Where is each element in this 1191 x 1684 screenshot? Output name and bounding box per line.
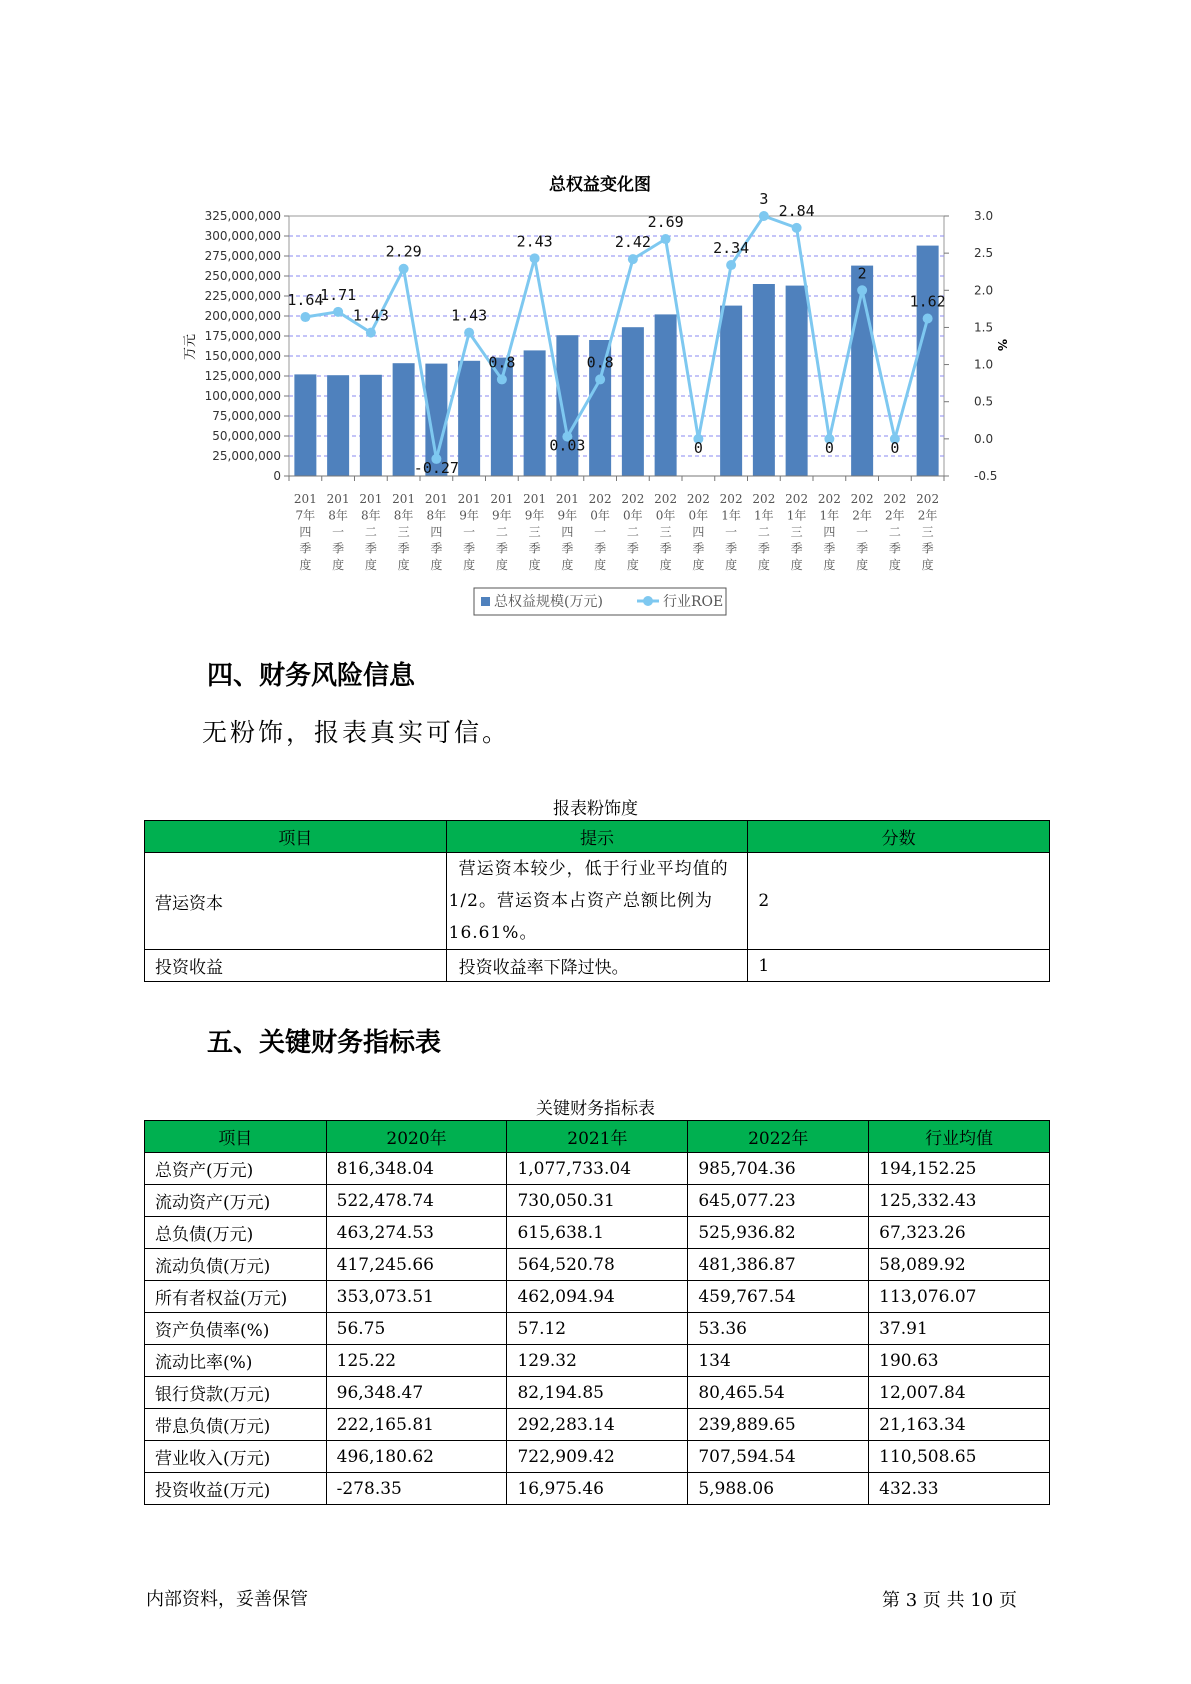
footer-page-number: 第 3 页 共 10 页	[882, 1590, 1017, 1611]
x-tick-label: 2年	[917, 508, 938, 523]
value-cell: 816,348.04	[326, 1153, 507, 1185]
x-tick-label: 8年	[426, 508, 447, 523]
roe-data-label: 2.69	[647, 213, 684, 232]
y-tick-label: 250,000,000	[204, 269, 281, 283]
x-tick-label: 202	[654, 492, 678, 506]
roe-data-label: 0.8	[586, 353, 614, 372]
value-cell: 432.33	[869, 1473, 1050, 1505]
x-tick-label: 季	[823, 541, 836, 556]
x-tick-label: 季	[692, 541, 705, 556]
item-cell: 带息负债(万元)	[145, 1409, 327, 1441]
y-tick-label: 225,000,000	[204, 289, 281, 303]
table-header-row	[145, 821, 1050, 853]
value-cell: 353,073.51	[326, 1281, 507, 1313]
x-tick-label: 四	[430, 525, 443, 539]
x-tick-label: 201	[424, 492, 448, 506]
value-cell: 57.12	[507, 1313, 688, 1345]
header-cell: 2020年	[326, 1121, 507, 1153]
equity-bar	[622, 327, 644, 476]
x-tick-label: 度	[725, 558, 738, 572]
hint-cell: 投资收益率下降过快。	[446, 950, 748, 982]
y-tick-label: 0	[273, 469, 281, 483]
value-cell: 125.22	[326, 1345, 507, 1377]
value-cell: 21,163.34	[869, 1409, 1050, 1441]
roe-data-label: 0.03	[549, 436, 586, 455]
x-tick-label: 度	[463, 558, 476, 572]
value-cell: 417,245.66	[326, 1249, 507, 1281]
x-tick-label: 季	[790, 541, 803, 556]
x-tick-label: 9年	[557, 508, 578, 523]
risk-table-caption: 报表粉饰度	[553, 799, 638, 819]
x-tick-label: 度	[364, 558, 377, 572]
value-cell: 722,909.42	[507, 1441, 688, 1473]
y-tick-label: 275,000,000	[204, 249, 281, 263]
x-tick-label: 一	[463, 525, 476, 539]
value-cell: 110,508.65	[869, 1441, 1050, 1473]
x-tick-label: 201	[523, 492, 547, 506]
value-cell: 1,077,733.04	[507, 1153, 688, 1185]
x-tick-label: 二	[626, 525, 639, 539]
header-cell: 行业均值	[869, 1121, 1050, 1153]
score-cell: 1	[748, 950, 1050, 982]
x-tick-label: 9年	[524, 508, 545, 523]
y2-tick-label: 3.0	[974, 209, 994, 223]
table-row	[145, 1441, 1050, 1473]
roe-data-label: 0.8	[488, 353, 516, 372]
value-cell: 459,767.54	[688, 1281, 869, 1313]
roe-data-label: 2.42	[614, 233, 651, 252]
x-tick-label: 三	[528, 525, 541, 539]
x-tick-label: 度	[790, 558, 803, 572]
item-cell: 所有者权益(万元)	[145, 1281, 327, 1313]
roe-point	[628, 254, 638, 264]
x-tick-label: 季	[397, 541, 410, 556]
x-tick-label: 202	[719, 492, 743, 506]
value-cell: 707,594.54	[688, 1441, 869, 1473]
roe-point	[497, 374, 507, 384]
x-tick-label: 201	[293, 492, 317, 506]
x-tick-label: 度	[659, 558, 672, 572]
x-tick-label: 202	[916, 492, 940, 506]
value-cell: 16,975.46	[507, 1473, 688, 1505]
roe-data-label: 3	[759, 190, 769, 208]
roe-data-label: 2.29	[385, 242, 422, 261]
equity-bar	[753, 284, 775, 476]
table-row	[145, 1217, 1050, 1249]
x-tick-label: 201	[555, 492, 579, 506]
roe-point	[300, 312, 310, 322]
x-tick-label: 二	[495, 525, 508, 539]
x-tick-label: 度	[430, 558, 443, 572]
value-cell: 985,704.36	[688, 1153, 869, 1185]
x-tick-label: 7年	[295, 508, 316, 523]
chart-title: 总权益变化图	[549, 175, 651, 195]
value-cell: 56.75	[326, 1313, 507, 1345]
value-cell: 730,050.31	[507, 1185, 688, 1217]
section4-heading: 四、财务风险信息	[207, 661, 416, 691]
x-tick-label: 一	[332, 525, 345, 539]
item-cell: 总资产(万元)	[145, 1153, 327, 1185]
roe-data-label: 1.62	[909, 292, 946, 311]
roe-data-label: 0	[890, 438, 900, 457]
value-cell: 12,007.84	[869, 1377, 1050, 1409]
x-tick-label: 9年	[459, 508, 479, 523]
table-header-row	[145, 1121, 1050, 1153]
x-tick-label: 8年	[393, 508, 414, 523]
x-tick-label: 季	[463, 541, 476, 556]
x-tick-label: 度	[528, 558, 541, 572]
y-tick-label: 100,000,000	[204, 389, 281, 403]
x-tick-label: 一	[725, 525, 738, 539]
roe-point	[595, 374, 605, 384]
header-cell: 2021年	[507, 1121, 688, 1153]
roe-data-label: 2.84	[778, 201, 815, 220]
item-cell: 营业收入(万元)	[145, 1441, 327, 1473]
legend-line-marker	[643, 596, 653, 606]
y2-tick-label: 1.0	[974, 357, 994, 372]
y2-tick-label: 1.5	[974, 320, 994, 335]
x-tick-label: 1年	[754, 508, 774, 523]
x-tick-label: 二	[364, 525, 377, 539]
x-tick-label: 201	[490, 492, 514, 506]
value-cell: 58,089.92	[869, 1249, 1050, 1281]
value-cell: 222,165.81	[326, 1409, 507, 1441]
table-row	[145, 1281, 1050, 1313]
roe-data-label: 1.43	[352, 306, 389, 325]
table-row	[145, 950, 1050, 982]
x-tick-label: 季	[594, 541, 607, 556]
roe-point	[399, 264, 409, 274]
value-cell: 462,094.94	[507, 1281, 688, 1313]
equity-bar	[556, 335, 578, 476]
x-axis-labels	[289, 476, 944, 572]
x-tick-label: 0年	[688, 508, 709, 523]
x-tick-label: 度	[594, 558, 607, 572]
table-row	[145, 1249, 1050, 1281]
y2-tick-label: 2.5	[974, 246, 994, 261]
equity-bar	[917, 246, 939, 476]
item-cell: 资产负债率(%)	[145, 1313, 327, 1345]
x-tick-label: 0年	[590, 508, 610, 523]
roe-data-label: 2.43	[516, 232, 553, 251]
y2-tick-label: 0.0	[974, 431, 994, 446]
x-tick-label: 度	[626, 558, 639, 572]
item-cell: 银行贷款(万元)	[145, 1377, 327, 1409]
item-cell: 流动比率(%)	[145, 1345, 327, 1377]
x-tick-label: 8年	[328, 508, 348, 523]
equity-bar	[524, 350, 546, 476]
x-tick-label: 季	[495, 541, 508, 556]
item-cell: 流动负债(万元)	[145, 1249, 327, 1281]
y-tick-label: 325,000,000	[204, 209, 281, 223]
legend-bar-swatch	[481, 597, 490, 606]
y-tick-label: 75,000,000	[212, 409, 281, 423]
header-cell: 分数	[748, 821, 1050, 853]
equity-chart	[0, 0, 1191, 640]
x-tick-label: 季	[332, 541, 345, 556]
x-tick-label: 201	[457, 492, 481, 506]
x-tick-label: 202	[686, 492, 710, 506]
x-tick-label: 2年	[852, 508, 872, 523]
y-axis-ticks	[205, 209, 289, 483]
equity-bar	[393, 363, 415, 476]
item-cell: 投资收益	[145, 950, 447, 982]
value-cell: 80,465.54	[688, 1377, 869, 1409]
value-cell: 53.36	[688, 1313, 869, 1345]
x-tick-label: 201	[326, 492, 350, 506]
x-tick-label: 度	[332, 558, 345, 572]
x-tick-label: 季	[561, 541, 574, 556]
y-tick-label: 125,000,000	[204, 369, 281, 383]
equity-bar	[458, 361, 480, 476]
value-cell: 525,936.82	[688, 1217, 869, 1249]
section4-text: 无粉饰，报表真实可信。	[202, 718, 511, 747]
value-cell: 190.63	[869, 1345, 1050, 1377]
x-tick-label: 三	[659, 525, 672, 539]
x-tick-label: 四	[823, 525, 836, 539]
equity-bar	[720, 306, 742, 476]
x-tick-label: 四	[561, 525, 574, 539]
value-cell: 129.32	[507, 1345, 688, 1377]
x-tick-label: 季	[626, 541, 639, 556]
roe-point	[792, 223, 802, 233]
roe-data-label: 1.43	[451, 306, 488, 325]
x-tick-label: 1年	[819, 508, 840, 523]
x-tick-label: 二	[888, 525, 901, 539]
score-cell: 2	[748, 853, 1050, 950]
x-tick-label: 季	[364, 541, 377, 556]
value-cell: 292,283.14	[507, 1409, 688, 1441]
x-tick-label: 201	[359, 492, 383, 506]
roe-data-label: 2.34	[713, 239, 750, 258]
x-tick-label: 2年	[885, 508, 905, 523]
value-cell: 96,348.47	[326, 1377, 507, 1409]
risk-table	[144, 820, 1050, 982]
x-tick-label: 二	[757, 525, 770, 539]
value-cell: 496,180.62	[326, 1441, 507, 1473]
value-cell: 37.91	[869, 1313, 1050, 1345]
y-tick-label: 50,000,000	[212, 429, 281, 443]
x-tick-label: 一	[856, 525, 869, 539]
value-cell: 194,152.25	[869, 1153, 1050, 1185]
roe-point	[464, 328, 474, 338]
x-tick-label: 8年	[361, 508, 381, 523]
equity-bar	[327, 375, 349, 476]
table-row	[145, 1345, 1050, 1377]
x-tick-label: 度	[397, 558, 410, 572]
item-cell: 总负债(万元)	[145, 1217, 327, 1249]
y2-tick-label: 0.5	[974, 394, 994, 409]
x-tick-label: 202	[785, 492, 809, 506]
x-tick-label: 季	[888, 541, 901, 556]
y-tick-label: 200,000,000	[204, 309, 281, 323]
y-axis-label: 万元	[183, 333, 198, 361]
item-cell: 投资收益(万元)	[145, 1473, 327, 1505]
x-tick-label: 202	[817, 492, 841, 506]
value-cell: 67,323.26	[869, 1217, 1050, 1249]
x-tick-label: 202	[588, 492, 612, 506]
x-tick-label: 季	[528, 541, 541, 556]
equity-bar	[655, 314, 677, 476]
table-row	[145, 1409, 1050, 1441]
x-tick-label: 度	[921, 558, 934, 572]
value-cell: 113,076.07	[869, 1281, 1050, 1313]
value-cell: -278.35	[326, 1473, 507, 1505]
roe-point	[530, 253, 540, 263]
roe-point	[857, 285, 867, 295]
footer-confidential: 内部资料，妥善保管	[146, 1589, 308, 1610]
x-tick-label: 202	[621, 492, 645, 506]
legend-bar-label: 总权益规模(万元)	[494, 594, 603, 610]
value-cell: 564,520.78	[507, 1249, 688, 1281]
legend	[474, 588, 726, 615]
y2-axis-ticks	[944, 209, 997, 483]
x-tick-label: 度	[757, 558, 770, 572]
roe-data-label: 1.71	[320, 285, 357, 304]
y2-tick-label: -0.5	[974, 469, 998, 483]
item-cell: 营运资本	[145, 853, 447, 950]
value-cell: 134	[688, 1345, 869, 1377]
indicator-table	[144, 1120, 1050, 1505]
roe-data-label: 1.64	[287, 291, 324, 310]
x-tick-label: 度	[692, 558, 705, 572]
roe-point	[661, 234, 671, 244]
equity-bar	[360, 375, 382, 476]
roe-data-label: 0	[693, 438, 703, 457]
equity-bar	[294, 374, 316, 476]
header-cell: 2022年	[688, 1121, 869, 1153]
value-cell: 615,638.1	[507, 1217, 688, 1249]
x-tick-label: 四	[692, 525, 705, 539]
x-tick-label: 季	[430, 541, 443, 556]
equity-bar	[786, 286, 808, 476]
x-tick-label: 1年	[721, 508, 741, 523]
header-cell: 提示	[446, 821, 748, 853]
roe-point	[726, 260, 736, 270]
y-tick-label: 150,000,000	[204, 349, 281, 363]
table-row	[145, 1153, 1050, 1185]
y2-axis-label: %	[995, 338, 1009, 352]
y-tick-label: 25,000,000	[212, 449, 281, 463]
roe-data-label: -0.27	[413, 458, 459, 477]
value-cell: 481,386.87	[688, 1249, 869, 1281]
x-tick-label: 季	[659, 541, 672, 556]
hint-cell: 营运资本较少，低于行业平均值的1/2。营运资本占资产总额比例为16.61%。	[446, 853, 748, 950]
value-cell: 239,889.65	[688, 1409, 869, 1441]
x-tick-label: 0年	[655, 508, 676, 523]
section5-heading: 五、关键财务指标表	[207, 1028, 442, 1058]
value-cell: 645,077.23	[688, 1185, 869, 1217]
y-tick-label: 175,000,000	[204, 329, 281, 343]
roe-data-label: 2	[857, 264, 867, 283]
roe-point	[366, 328, 376, 338]
x-tick-label: 度	[888, 558, 901, 572]
table-row	[145, 853, 1050, 950]
x-tick-label: 202	[883, 492, 907, 506]
x-tick-label: 201	[392, 492, 416, 506]
x-tick-label: 一	[594, 525, 607, 539]
value-cell: 82,194.85	[507, 1377, 688, 1409]
x-tick-label: 季	[299, 541, 312, 556]
table-row	[145, 1185, 1050, 1217]
item-cell: 流动资产(万元)	[145, 1185, 327, 1217]
header-cell: 项目	[145, 821, 447, 853]
value-cell: 522,478.74	[326, 1185, 507, 1217]
table-row	[145, 1473, 1050, 1505]
x-tick-label: 1年	[786, 508, 807, 523]
x-tick-label: 季	[856, 541, 869, 556]
x-tick-label: 度	[856, 558, 869, 572]
value-cell: 125,332.43	[869, 1185, 1050, 1217]
x-tick-label: 度	[823, 558, 836, 572]
header-cell: 项目	[145, 1121, 327, 1153]
x-tick-label: 9年	[492, 508, 512, 523]
table-row	[145, 1377, 1050, 1409]
x-tick-label: 四	[299, 525, 312, 539]
x-tick-label: 三	[397, 525, 410, 539]
x-tick-label: 季	[725, 541, 738, 556]
y-tick-label: 300,000,000	[204, 229, 281, 243]
x-tick-label: 度	[495, 558, 508, 572]
x-tick-label: 三	[921, 525, 934, 539]
x-tick-label: 202	[752, 492, 776, 506]
x-tick-label: 三	[790, 525, 803, 539]
x-tick-label: 202	[850, 492, 874, 506]
x-tick-label: 度	[561, 558, 574, 572]
legend-line-label: 行业ROE	[663, 594, 724, 610]
roe-point	[759, 211, 769, 221]
value-cell: 5,988.06	[688, 1473, 869, 1505]
x-tick-label: 0年	[623, 508, 643, 523]
roe-point	[333, 307, 343, 317]
x-tick-label: 季	[757, 541, 770, 556]
value-cell: 463,274.53	[326, 1217, 507, 1249]
x-tick-label: 季	[921, 541, 934, 556]
indicator-table-caption: 关键财务指标表	[536, 1099, 655, 1119]
x-tick-label: 度	[299, 558, 312, 572]
table-row	[145, 1313, 1050, 1345]
y2-tick-label: 2.0	[974, 283, 994, 298]
roe-point	[923, 314, 933, 324]
roe-data-label: 0	[824, 438, 834, 457]
